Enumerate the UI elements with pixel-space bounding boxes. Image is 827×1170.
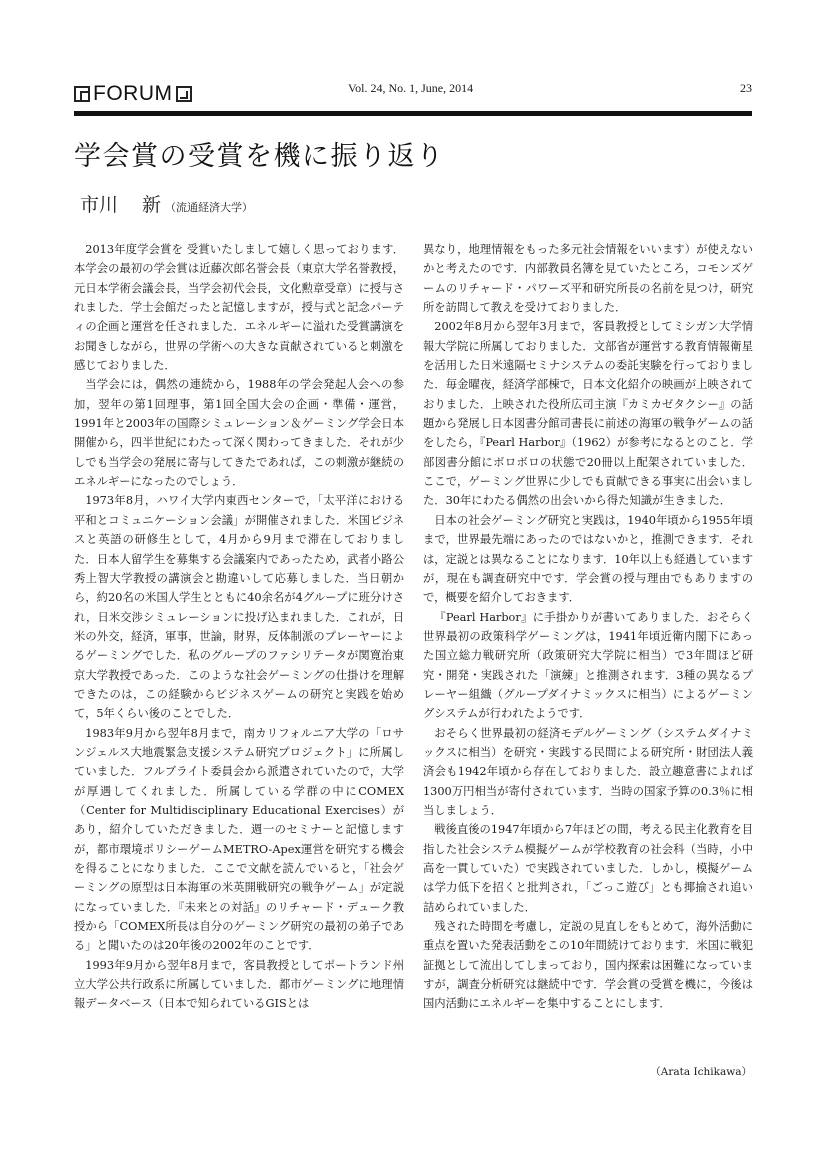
body-paragraph: 『Pearl Harbor』に手掛かりが書いてありました．おそらく世界最初の政策科学ゲーミングは，1941年頃近衛内閣下にあった国立総力戦研究所（政策研究大学院に相当）で3年間ほど研究・開発・実践された「演練」と推測されます．3種の異なるプレーヤー組織（グループダイナミックスに相当）によるゲーミングシステムが行われたようです． (423, 610, 753, 721)
body-paragraph: 1973年8月，ハワイ大学内東西センターで，「太平洋における平和とコミュニケーション会議」が開催されました．米国ビジネスと英語の研修生として，4月から9月まで滞在しておりました．日本人留学生を募集する会議案内であったため，武者小路公秀上智大学教授の講演会と勘違いして応募しました．当日朝から，約20名の米国人学生とともに40余名が4グループに班分けされ，日米交渉シミュレーションに投げ込まれました．これが，日米の外交，経済，軍事，世論，財界，反体制派のプレーヤーによるゲーミングでした．私のグループのファシリテータが関寛治東京大学教授であった．このような社会ゲーミングの仕掛けを理解できたのは，この経験からビジネスゲームの研究と実践を始めて，5年くらい後のことでした． (74, 494, 404, 721)
body-paragraph: おそらく世界最初の経済モデルゲーミング（システムダイナミックスに相当）を研究・実践する民間による研究所・財団法人義済会も1942年頃から存在しておりました．設立趣意書によれば1300万円相当が寄付されています．当時の国家予算の0.3％に相当しましょう． (423, 726, 753, 817)
page-header (74, 78, 752, 112)
author-given-name: 新 (142, 194, 162, 216)
body-paragraph: 残された時間を考慮し，定説の見直しをもとめて，海外活動に重点を置いた発表活動をこの10年間続けております．米国に戦犯証拠として流出してしまっており，国内探索は困難になっていますが，調査分析研究は継続中です．学会賞の受賞を機に，今後は国内活動にエネルギーを集中することにします． (423, 920, 753, 1011)
forum-logo (74, 84, 192, 104)
volume-info: Vol. 24, No. 1, June, 2014 (348, 81, 474, 95)
header-rule (74, 111, 752, 116)
right-column (423, 240, 753, 1014)
body-paragraph: 日本の社会ゲーミング研究と実践は，1940年頃から1955年頃まで，世界最先端にあったのではないかと，推測できます．それは，定説とは異なることになります．10年以上も経過していますが，現在も調査研究中です．学会賞の授与理由でもありますので，概要を紹介しておきます． (423, 513, 753, 605)
author-line (80, 190, 253, 217)
body-paragraph: 2002年8月から翌年3月まで，客員教授としてミシガン大学情報大学院に所属しておりました．文部省が運営する教育情報衛星を活用した日米遠隔セミナシステムの委託実験を行っておりました．毎金曜夜，経済学部棟で，日本文化紹介の映画が上映されておりました．上映された役所広司主演『カミカゼタクシー』の話題から発展し日本図書分館司書長に前述の海軍の戦争ゲームの話をしたら，『Pearl Harbor』（1962）が参考になるとのこと．学部図書分館にボロボロの状態で20冊以上配架されていました．ここで，ゲーミング世界に少しでも貢献できる事実に出会いました．30年にわたる偶然の出会いから得た知識が生きました． (423, 320, 753, 508)
body-paragraph: 1993年9月から翌年8月まで，客員教授としてポートランド州立大学公共行政系に所属していました．都市ゲーミングに地理情報データベース（日本で知られているGISとは (74, 958, 404, 1011)
body-paragraph: 戦後直後の1947年頃から7年ほどの間，考える民主化教育を目指した社会システム模擬ゲームが学校教育の社会科（当時，小中高を一貫していた）で実践されていました．しかし，模擬ゲームは学力低下を招くと批判され，「ごっこ遊び」とも揶揄され追い詰められていました． (423, 823, 753, 914)
author-family-name: 市川 (80, 194, 119, 216)
forum-logo-text: FORUM (93, 82, 173, 105)
author-affiliation: （流通経済大学） (165, 201, 254, 214)
author-name (80, 190, 161, 217)
forum-right-icon (176, 86, 192, 102)
left-column (74, 240, 404, 1014)
body-paragraph: 1983年9月から翌年8月まで，南カリフォルニア大学の「ロサンジェルス大地震緊急支援システム研究プロジェクト」に所属していました．フルブライト委員会から派遣されていたので，大学が厚遇してくれました．所属している学群の中にCOMEX（Center for Multidisciplinary Educational Exercises）があり，紹介していただきました．週一のセミナーと記憶しますが，都市環境ポリシーゲームMETRO-Apex運営を研究する機会を得ることになりました．ここで文献を読んでいると，「社会ゲーミングの原型は日本海軍の米英開戦研究の戦争ゲーム」が定説になっていました．『未来との対話』のリチャード・デューク教授から「COMEX所長は自分のゲーミング研究の最初の弟子である」と聞いたのは20年後の2002年のことです． (74, 726, 404, 953)
body-paragraph: 当学会には，偶然の連続から，1988年の学会発起人会への参加，翌年の第1回理事，第1回全国大会の企画・準備・運営，1991年と2003年の国際シミュレーション＆ゲーミング学会日本開催から，四半世紀にわたって深く関わってきました．それが少しでも当学会の発展に寄与してきたであれば，この刺激が継続のエネルギーになったのでしょう． (74, 378, 404, 489)
page-number: 23 (740, 81, 752, 95)
author-signature: （Arata Ichikawa） (650, 1066, 752, 1078)
forum-left-icon (74, 86, 90, 102)
body-paragraph: 2013年度学会賞を 受賞いたしまして嬉しく思っております．本学会の最初の学会賞は近藤次郎名誉会長（東京大学名誉教授，元日本学術会議会長，当学会初代会長，文化勲章受章）に授与されました．学士会館だったと記憶しますが，授与式と記念パーティの企画と運営を任されました．エネルギーに溢れた受賞講演をお聞きしながら，世界の学術への大きな貢献されていると刺激を感じておりました． (74, 243, 404, 373)
body-paragraph-continued: 異なり，地理情報をもった多元社会情報をいいます）が使えないかと考えたのです．内部教員名簿を見ていたところ，コモンズゲームのリチャード・パワーズ平和研究所長の名前を見つけ，研究所を訪問して教えを受けておりました． (423, 243, 753, 315)
article-title: 学会賞の受賞を機に振り返り (74, 141, 445, 172)
